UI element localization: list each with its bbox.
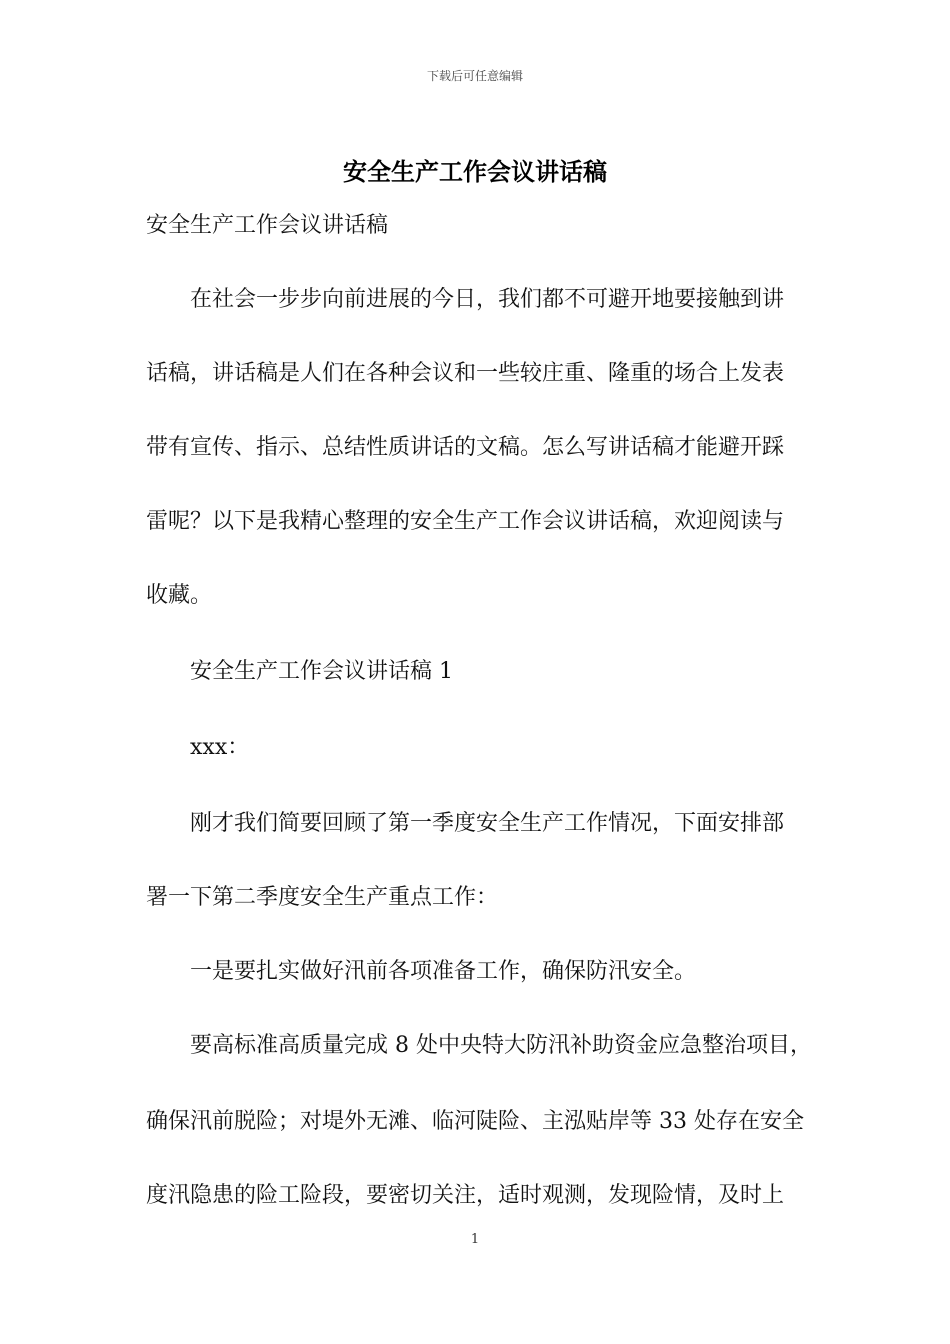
document-subtitle: 安全生产工作会议讲话稿 [146, 213, 389, 238]
paragraph-line: 雷呢？以下是我精心整理的安全生产工作会议讲话稿，欢迎阅读与 [146, 509, 785, 534]
paragraph-line: 刚才我们简要回顾了第一季度安全生产工作情况，下面安排部 [190, 811, 785, 836]
salutation: xxx： [190, 735, 250, 760]
paragraph-line: 要高标准高质量完成 8 处中央特大防汛补助资金应急整治项目， [190, 1033, 812, 1058]
page-number: 1 [470, 1232, 480, 1247]
paragraph-line: 在社会一步步向前进展的今日，我们都不可避开地要接触到讲 [190, 287, 785, 312]
paragraph-line: 收藏。 [146, 583, 213, 608]
paragraph-line: 确保汛前脱险；对堤外无滩、临河陡险、主泓贴岸等 33 处存在安全 [146, 1109, 804, 1134]
paragraph-line: 度汛隐患的险工险段，要密切关注，适时观测，发现险情，及时上 [146, 1183, 785, 1208]
paragraph-line: 一是要扎实做好汛前各项准备工作，确保防汛安全。 [190, 959, 697, 984]
document-title: 安全生产工作会议讲话稿 [343, 157, 607, 186]
paragraph-line: 署一下第二季度安全生产重点工作： [146, 885, 499, 910]
paragraph-line: 带有宣传、指示、总结性质讲话的文稿。怎么写讲话稿才能避开踩 [146, 435, 785, 460]
section-heading: 安全生产工作会议讲话稿 1 [190, 659, 453, 684]
page-header-note: 下载后可任意编辑 [426, 69, 523, 83]
paragraph-line: 话稿，讲话稿是人们在各种会议和一些较庄重、隆重的场合上发表 [146, 361, 785, 386]
